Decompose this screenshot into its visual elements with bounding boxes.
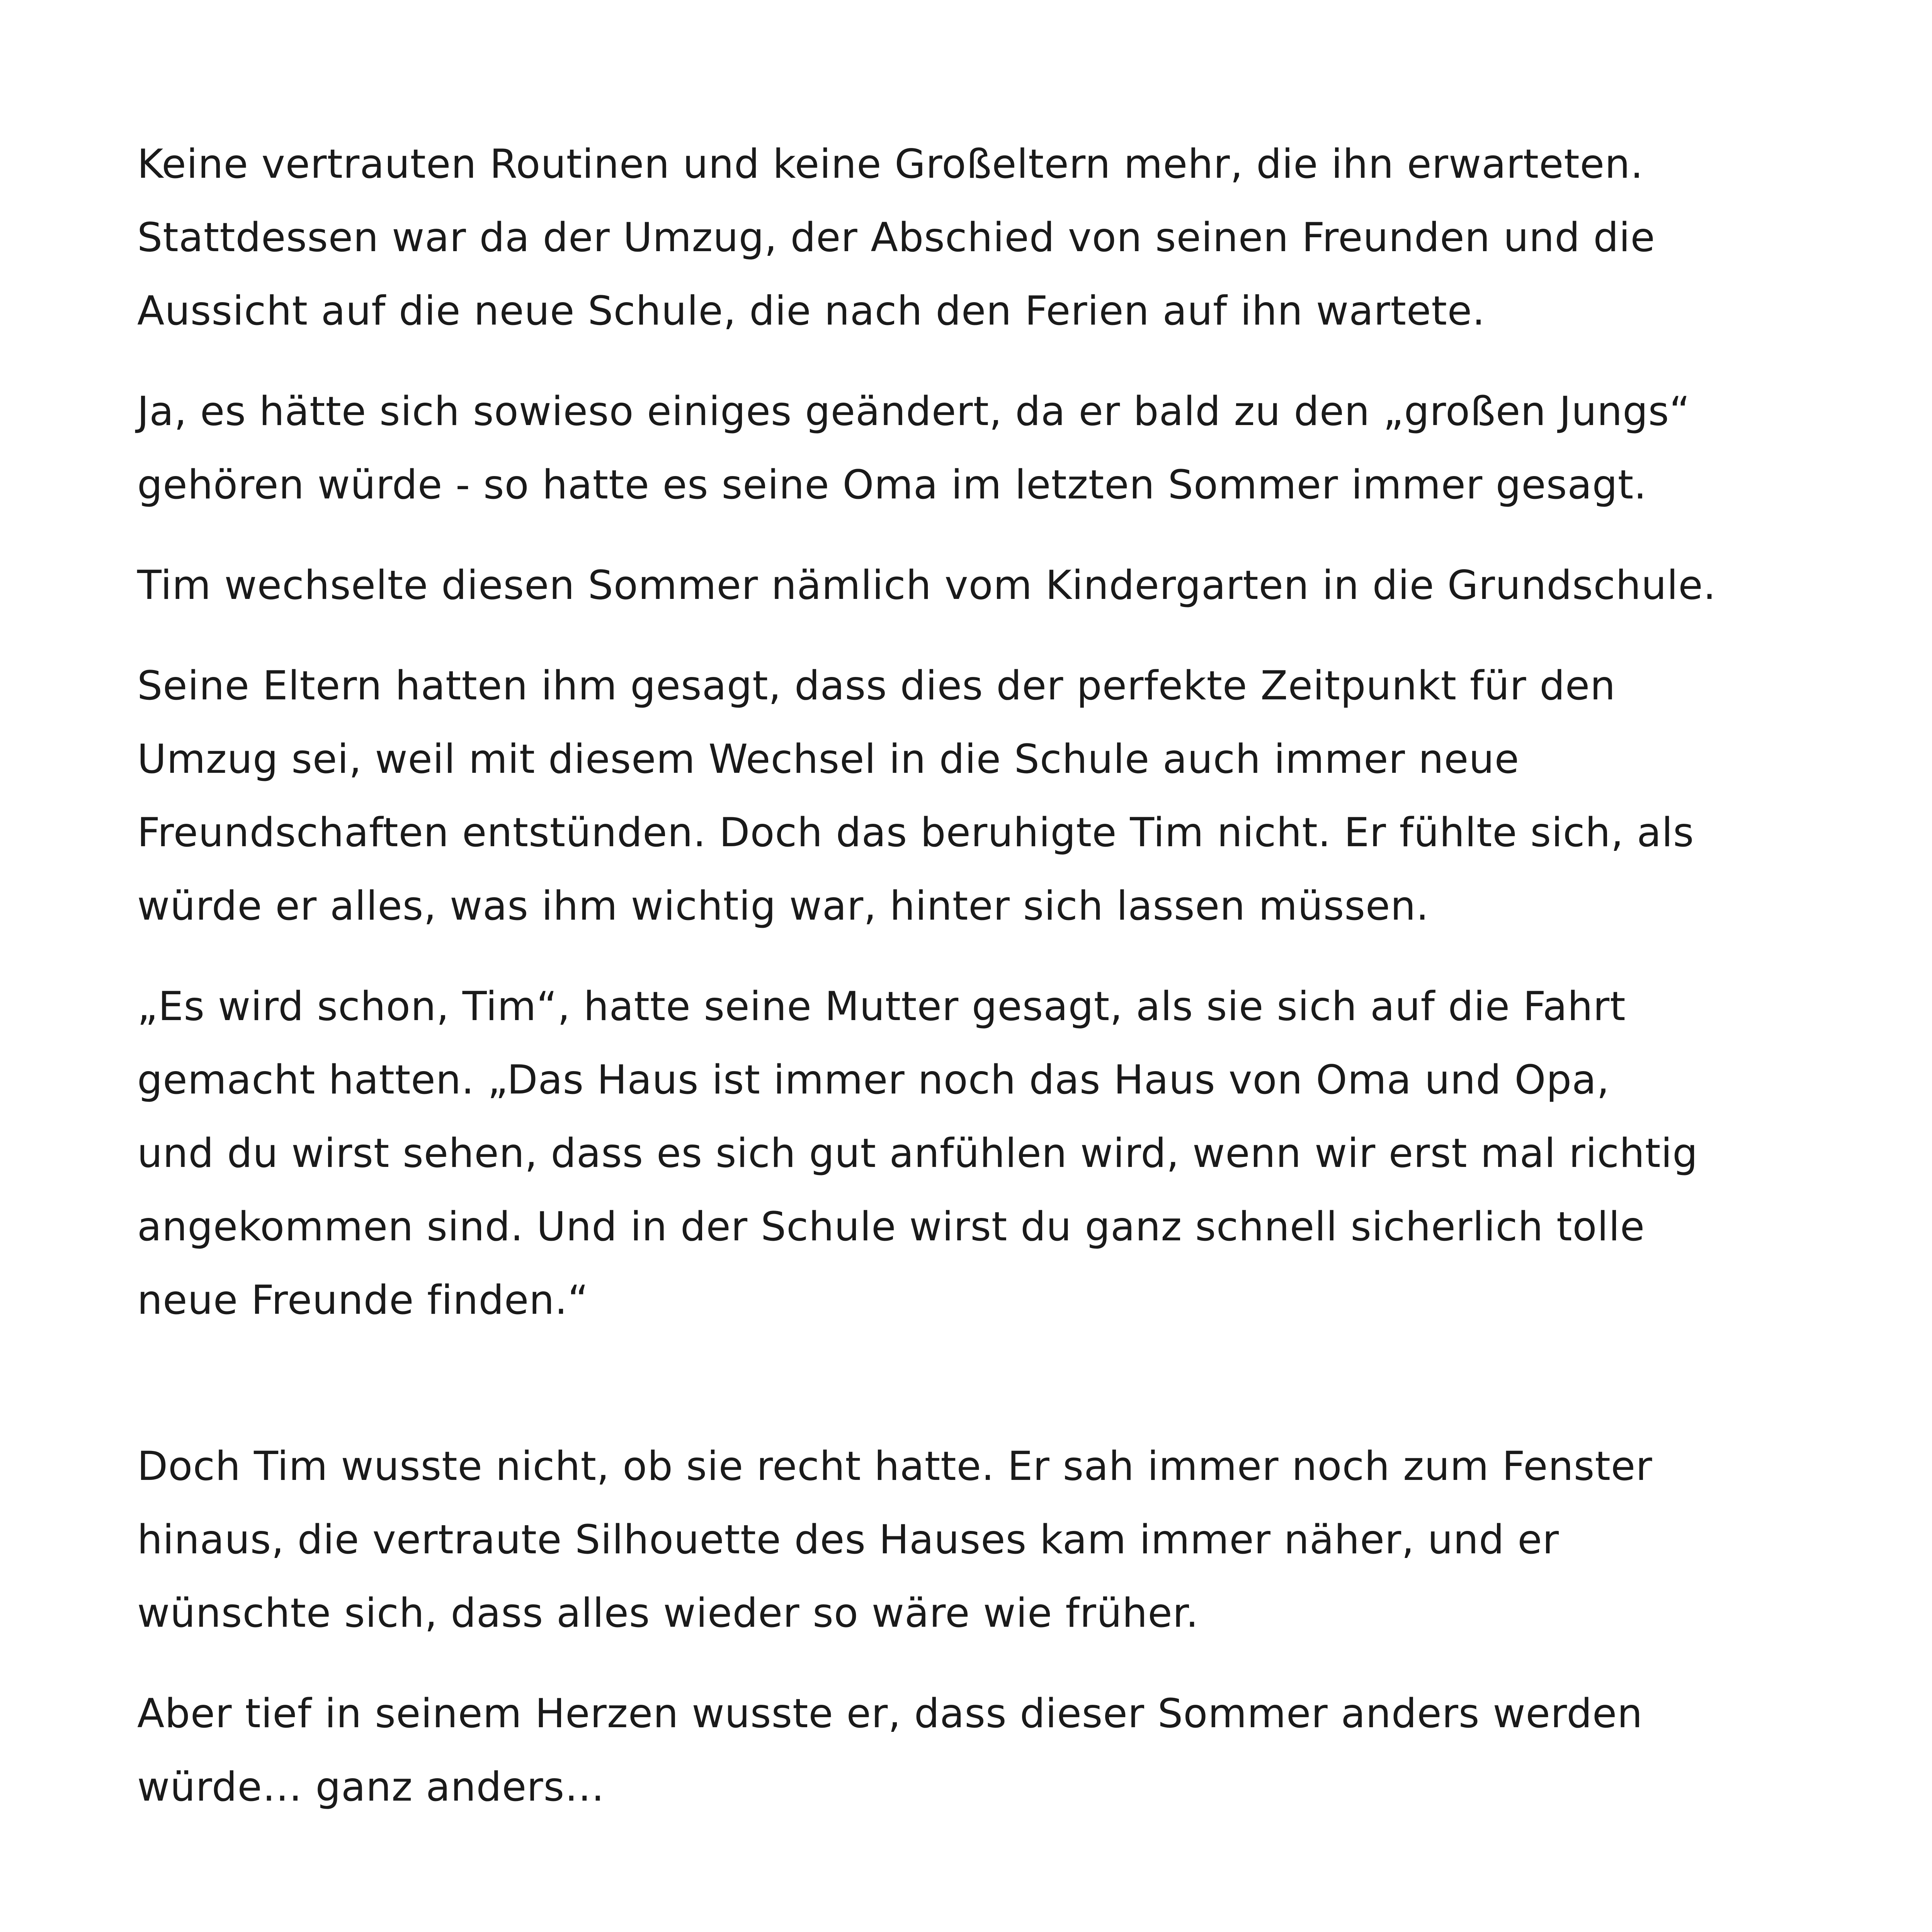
text-line: gemacht hatten. „Das Haus ist immer noch das Haus von Oma und Opa, — [137, 1057, 1610, 1103]
paragraph-spacer — [137, 1364, 1915, 1430]
paragraph-6 — [137, 1430, 1915, 1650]
text-line: hinaus, die vertraute Silhouette des Hauses kam immer näher, und er — [137, 1517, 1560, 1563]
paragraph-7 — [137, 1677, 1915, 1824]
text-line: Keine vertrauten Routinen und keine Großeltern mehr, die ihn erwarteten. — [137, 141, 1644, 187]
story-text — [137, 128, 1915, 1851]
text-line: „Es wird schon, Tim“, hatte seine Mutter gesagt, als sie sich auf die Fahrt — [137, 983, 1626, 1030]
text-line: Aussicht auf die neue Schule, die nach den Ferien auf ihn wartete. — [137, 288, 1485, 334]
text-line: Aber tief in seinem Herzen wusste er, dass dieser Sommer anders werden — [137, 1690, 1643, 1737]
text-line: Umzug sei, weil mit diesem Wechsel in die Schule auch immer neue — [137, 736, 1520, 782]
paragraph-4 — [137, 649, 1915, 943]
text-line: Doch Tim wusste nicht, ob sie recht hatte. Er sah immer noch zum Fenster — [137, 1443, 1653, 1490]
paragraph-2 — [137, 375, 1915, 522]
text-line: Stattdessen war da der Umzug, der Abschied von seinen Freunden und die — [137, 214, 1655, 261]
text-line: würde er alles, was ihm wichtig war, hinter sich lassen müssen. — [137, 883, 1429, 929]
paragraph-1 — [137, 128, 1915, 348]
text-line: und du wirst sehen, dass es sich gut anfühlen wird, wenn wir erst mal richtig — [137, 1130, 1698, 1177]
paragraph-3 — [137, 549, 1915, 622]
text-line: wünschte sich, dass alles wieder so wäre wie früher. — [137, 1590, 1199, 1636]
text-line: würde… ganz anders… — [137, 1764, 605, 1810]
text-line: angekommen sind. Und in der Schule wirst du ganz schnell sicherlich tolle — [137, 1204, 1645, 1250]
text-line: Freundschaften entstünden. Doch das beruhigte Tim nicht. Er fühlte sich, als — [137, 810, 1694, 856]
text-line: Tim wechselte diesen Sommer nämlich vom Kindergarten in die Grundschule. — [137, 562, 1716, 609]
text-line: Ja, es hätte sich sowieso einiges geändert, da er bald zu den „großen Jungs“ — [137, 388, 1690, 435]
text-line: gehören würde - so hatte es seine Oma im letzten Sommer immer gesagt. — [137, 462, 1647, 508]
text-line: neue Freunde finden.“ — [137, 1277, 589, 1323]
text-line: Seine Eltern hatten ihm gesagt, dass dies der perfekte Zeitpunkt für den — [137, 663, 1616, 709]
paragraph-5 — [137, 970, 1915, 1337]
